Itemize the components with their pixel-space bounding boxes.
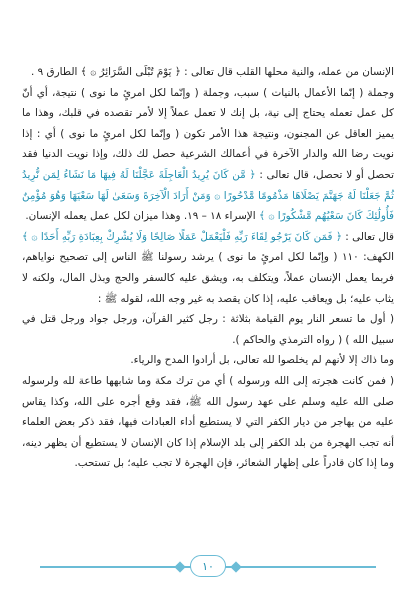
paragraph-5: وما ذاك إلا لأنهم لم يخلصوا لله تعالى، بل أرادوا المدح والرياء. [130,354,394,367]
paragraph-6: ( فمن كانت هجرته إلى الله ورسوله ) أي من ترك مكة وما شابهها طاعة لله ولرسوله صلى الله عليه وسلم على عهد رسول الله ﷺ، فقد وقع أجره على الله، وكذا يقاس عليه من يهاجر من ديار الكفر التي لا يستطيع أداء العبادات فيها، فقد ذكر بعض العلماء أنه تجب الهجرة من بلد الكفر إلى بلد الإسلام إذا كان الإنسان لا يستطيع أن يظهر دينه، وما إذا كان قادراً على إظهار الشعائر، فإن الهجرة لا تجب عليه؛ بل تستحب. [22,374,394,470]
ornament-diamond-icon [174,561,185,572]
paragraph-2-tail: الإسراء ١٨ – ١٩. وهذا ميزان لكل عمل يعمله الإنسان. [25,210,259,223]
paragraph-1: الإنسان من عمله، والنية محلها القلب قال تعالى : ﴿ يَوْمَ تُبْلَى السَّرَائِرُ ۞ ﴾ الطارق ٩ . [31,66,394,78]
paragraph-2 [22,83,394,227]
paragraph-3-lead: قال تعالى : [341,230,394,243]
body-text [22,62,394,474]
quran-verse-kahf: ﴿ فَمَن كَانَ يَرْجُو لِقَاءَ رَبِّهِ فَلْيَعْمَلْ عَمَلًا صَالِحًا وَلَا يُشْرِكْ بِعِبَادَةِ رَبِّهِ أَحَدًا ۞ ﴾ [22,230,342,243]
ornament-diamond-icon [230,561,241,572]
page-number: ١٠ [190,555,226,577]
paragraph-3 [22,227,394,309]
paragraph-3-tail: الكهف: ١١٠ ( وإنّما لكل امرئٍ ما نوى ) يرشد رسولنا ﷺ الناس إلى تصحيح نواياهم، فربما يعمل الإنسان عملاً، ويتكلف به، ويشق عليه كالسفر والحج وبذل المال، ولكنه لا يثاب عليه؛ بل ويعاقب عليه، إذا كان يقصد به غير وجه الله، لقوله ﷺ : [22,251,394,305]
page-footer [0,554,416,580]
paragraph-4: ( أول ما تسعر النار يوم القيامة بثلاثة : رجل كثير القرآن، ورجل جواد ورجل قتل في سبيل الله ) ( رواه الترمذي والحاكم ). [22,313,394,346]
paragraph-2-text: وجملة ( إنّما الأعمال بالنيات ) سبب، وجملة ( وإنّما لكل امرئٍ ما نوى ) نتيجة، أي أنّ كل عمل تعمله يحتاج إلى نية، بل إنك لا تعمل عملاً إلا لأمر تقصده في قلبك، وهذا ما يميز العاقل عن المجنون، ونتيجة هذا الأمر تكون ( وإنّما لكل امرئٍ ما نوى ) أي : إذا نويت رضا الله والدار الآخرة في أعمالك الشرعية حصل لك ذلك، وإذا نويت الدنيا فقد تحصل أو لا تحصل، قال تعالى : [22,86,394,181]
quran-verse-isra: ﴿ مَّن كَانَ يُرِيدُ الْعَاجِلَةَ عَجَّلْنَا لَهُ فِيهَا مَا نَشَاءُ لِمَن نُّرِيدُ ثُمَّ جَعَلْنَا لَهُ جَهَنَّمَ يَصْلَاهَا مَذْمُومًا مَّدْحُورًا ۞ وَمَنْ أَرَادَ الْآخِرَةَ وَسَعَىٰ لَهَا سَعْيَهَا وَهُوَ مُؤْمِنٌ فَأُولَٰئِكَ كَانَ سَعْيُهُم مَّشْكُورًا ۞ ﴾ [22,168,394,223]
